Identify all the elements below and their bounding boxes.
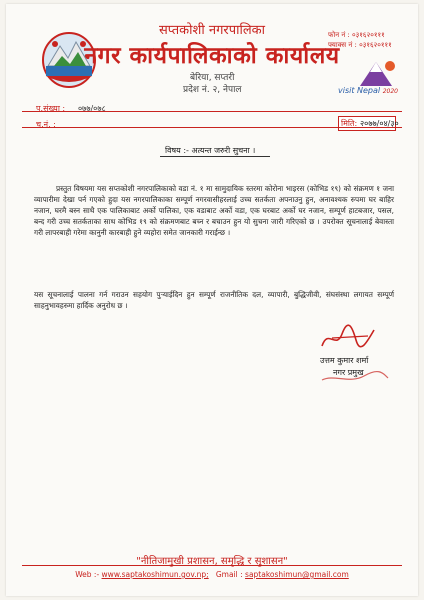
footer-slogan: "नीतिजामुखी प्रशासन, समृद्धि र सुशासन" [136,556,288,567]
phone-number: फोन नं : ०३१६२०१११ [328,31,385,39]
address-line-2: प्रदेश नं. २, नेपाल [183,85,242,95]
office-title: नगर कार्यपालिकाको कार्यालय [84,43,340,69]
website-link[interactable]: www.saptakoshimun.gov.np; [101,570,209,579]
visit-nepal-mountain-icon [338,58,402,88]
visit-nepal-year: 2020 [382,88,398,95]
reference-number-value: ०७७/०७८ [78,104,106,113]
visit-nepal-text: visit Nepal [338,86,381,95]
footer-divider [22,565,402,566]
municipality-name: सप्तकोशी नगरपालिका [158,23,266,38]
subject-line: विषय :- अत्यन्त जरुरी सुचना । [165,146,256,155]
subject-underline [160,156,270,157]
header-divider-top [22,111,402,112]
reference-number-label: प.संख्या : [36,104,66,113]
footer-contact [0,570,424,579]
fax-number: फ्याक्स नं : ०३१६२०१११ [328,41,392,49]
dispatch-number-label: च.नं. : [36,120,56,129]
address-line-1: बेरिया, सप्तरी [190,73,235,83]
body-paragraph-2: यस सूचनालाई पालना गर्न गराउन सहयोग पुऱ्याईदिन हुन सम्पूर्ण राजनीतिक दल, व्यापारी, बुद्धिजीवी, संघसंस्था लगायत सम्पूर्ण साहनुभावहरुमा हार्दिक अनुरोध छ । [34,290,394,310]
date-label: मिति: [341,119,358,128]
body-paragraph-1: प्रस्तुत विषयमा यस सप्तकोशी नगरपालिकाको वडा नं. १ मा सामुदायिक स्तरमा कोरोना भाइरस (कोभिड १९) को संक्रमण १ जना व्यापारीमा देखा पर्न गएको हुदा यस नगरपालिकाका सम्पूर्ण नगरवासीहरलाई उच्च सतर्कता अपनाउनु हुन, अनावश्यक रुपमा घर बाहिर नजान, घरमै बस्न साथै एक पालिकाबाट अर्को पालिका, एक वडाबाट अर्को वडा, एक घरबाट अर्को घर नजान, सम्पूर्ण हाटबजार, पसल, बन्द गरी उच्च सतर्कताका साथ कोभिड १९ को संक्रमणबाट बच्न र बचाउन हुन यो सुचना जारी गरिएको छ । उपरोक्त सूचनालाई बेवास्ता गरी लापरबाही गरेमा कानुनी कारबाही हुने व्यहोरा समेत जानकारी गराईन्छ । [34,184,394,237]
date-value: २०७७/०४/३० [360,119,399,128]
header-divider-bottom [22,127,402,128]
official-stamp [320,358,390,386]
email-link[interactable]: saptakoshimun@gmail.com [245,570,349,579]
signatory-name: उत्तम कुमार शर्मा [320,356,369,365]
signatory-title: नगर प्रमुख [333,368,364,377]
web-label: Web :- [75,570,100,579]
handwritten-signature [318,320,378,356]
gmail-label: Gmail : [215,570,243,579]
visit-nepal-logo [338,58,402,104]
